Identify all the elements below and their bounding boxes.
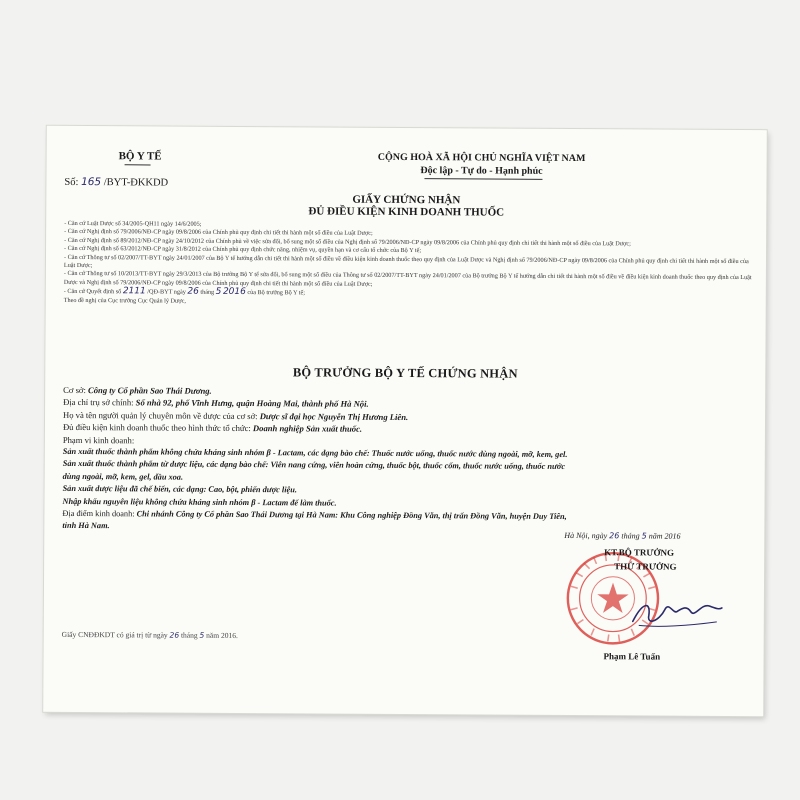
ministry-underline <box>125 164 151 165</box>
number-handwritten: 165 <box>81 176 102 189</box>
condition-value: Doanh nghiệp Sản xuất thuốc. <box>252 423 363 434</box>
decision-number-hand: 2111 <box>122 286 146 297</box>
validity-note <box>62 630 238 640</box>
basis-item: - Căn cứ Thông tư số 10/2013/TT-BYT ngày 29/3/2013 của Bộ trưởng Bộ Y tế sửa đổi, bổ sung một số điều của Thông tư số 02/2007/TT-BYT ngày 24/01/2007 của Bộ trưởng Bộ Y tế hướng dẫn chi tiết thi hành một số điều về điều kiện kinh doanh thuốc theo quy định của Luật Dược và Nghị định số 79/2006/NĐ-CP ngày 09/8/2006 của Chính phủ quy định chi tiết thi hành một số điều của Luật Dược; <box>63 270 752 288</box>
scope-label: Phạm vi kinh doanh: <box>62 434 135 445</box>
decision-mid: /QĐ-BYT ngày <box>147 288 186 296</box>
decision-prefix: - Căn cứ Quyết định số <box>63 288 122 296</box>
issue-date <box>564 531 680 541</box>
manager-name: Dược sĩ đại học Nguyễn Thị Hương Liên. <box>259 410 409 422</box>
republic-name: CỘNG HOÀ XÃ HỘI CHỦ NGHĨA VIỆT NAM <box>377 151 586 165</box>
basis-item: - Căn cứ Nghị định số 89/2012/NĐ-CP ngày 24/10/2012 của Chính phủ về việc sửa đổi, bổ sung một số điều của Nghị định số 79/2006/NĐ-CP ngày 09/8/2006 của Chính phủ quy định chi tiết thi hành một số điều của Luật Dược; <box>64 236 631 248</box>
certificate-body <box>62 384 763 537</box>
date-month-label: tháng <box>621 531 640 541</box>
ministry-name: BỘ Y TẾ <box>118 150 162 163</box>
legal-basis <box>64 220 755 309</box>
location-value: Chi nhánh Công ty Cổ phần Sao Thái Dương tại Hà Nam: Khu Công nghiệp Đồng Văn, thị trấn Đồng Văn, huyện Duy Tiên, <box>136 509 567 522</box>
scope-item-2: Sản xuất thuốc thành phẩm từ dược liệu, các dạng bào chế: Viên nang cứng, viên hoàn cứng, thuốc bột, thuốc cốm, thuốc nước uống, thuốc nước <box>62 459 566 472</box>
date-prefix: Hà Nội, ngày <box>564 530 608 541</box>
number-prefix: Số: <box>64 176 79 189</box>
signer-authority: KT.BỘ TRƯỞNG <box>604 547 675 558</box>
basis-item: - Căn cứ Nghị định số 63/2012/NĐ-CP ngày 31/8/2012 của Chính phủ quy định chức năng, nhiệm vụ, quyền hạn và cơ cấu tổ chức của Bộ Y tế; <box>64 245 422 255</box>
number-suffix: /BYT-ĐKKDD <box>103 177 169 189</box>
decision-year-hand: 2016 <box>222 287 246 298</box>
document-title: GIẤY CHỨNG NHẬN <box>352 193 461 207</box>
manager-label: Họ và tên người quản lý chuyên môn về dược của cơ sở: <box>63 409 258 421</box>
scope-item-3: Sản xuất dược liệu đã chế biến, các dạng: Cao, bột, phiến dược liệu. <box>62 484 297 495</box>
validity-month-label: tháng <box>180 630 198 640</box>
decision-month-label: tháng <box>200 288 215 297</box>
hq-address: Số nhà 92, phố Vĩnh Hưng, quận Hoàng Mai, thành phố Hà Nội. <box>135 397 369 410</box>
document-subtitle: ĐỦ ĐIỀU KIỆN KINH DOANH THUỐC <box>308 205 505 219</box>
scope-item-4: Nhập khẩu nguyên liệu không chứa kháng sinh nhóm β - Lactam để làm thuốc. <box>62 496 337 508</box>
basis-item: - Căn cứ Nghị định số 79/2006/NĐ-CP ngày 09/8/2006 của Chính phủ quy định chi tiết thi hành một số điều của Luật Dược; <box>64 228 373 238</box>
certificate-page <box>43 126 767 716</box>
motto-underline <box>424 178 542 180</box>
validity-prefix: Giấy CNĐĐKDT có giá trị từ ngày <box>61 629 168 640</box>
basis-item: - Căn cứ Thông tư số 02/2007/TT-BYT ngày 24/01/2007 của Bộ Y tế hướng dẫn chi tiết thi hành một số điều về điều kiện kinh doanh thuốc theo quy định của Luật Dược và Nghị định số 79/2006/NĐ-CP ngày 09/8/2006 của Chính phủ quy định chi tiết thi hành một số điều của Luật Dược; <box>63 253 749 270</box>
scope-item-1: Sản xuất thuốc thành phẩm không chứa kháng sinh nhóm β - Lactam, các dạng bào chế: Thuốc nước uống, thuốc nước dùng ngoài, mỡ, kem, gel. <box>62 446 568 460</box>
location-label: Địa điểm kinh doanh: <box>62 508 135 519</box>
date-month-hand: 5 <box>641 531 647 541</box>
decision-day-hand: 26 <box>187 286 199 297</box>
hq-label: Địa chỉ trụ sở chính: <box>63 397 134 408</box>
company-name: Công ty Cổ phần Sao Thái Dương. <box>88 385 212 396</box>
certification-heading: BỘ TRƯỞNG BỘ Y TẾ CHỨNG NHẬN <box>292 365 518 381</box>
basis-item: - Căn cứ Luật Dược số 34/2005-QH11 ngày 14/6/2005; <box>64 219 202 228</box>
decision-suffix: của Bộ trưởng Bộ Y tế; <box>247 289 306 297</box>
location-line-cont: tỉnh Hà Nam. <box>62 521 110 531</box>
company-label: Cơ sở: <box>63 384 86 396</box>
proposal-line: Theo đề nghị của Cục trưởng Cục Quản lý Dược, <box>63 296 186 305</box>
signer-name: Phạm Lê Tuấn <box>603 651 661 662</box>
date-day-hand: 26 <box>609 531 620 541</box>
date-year: năm 2016 <box>648 531 681 541</box>
signer-role: THỨ TRƯỞNG <box>614 561 677 572</box>
scope-item-2-cont: dùng ngoài, mỡ, kem, gel, dầu xoa. <box>62 471 184 482</box>
validity-month-hand: 5 <box>199 630 205 640</box>
decision-month-hand: 5 <box>215 287 222 298</box>
national-motto: Độc lập - Tự do - Hạnh phúc <box>420 165 543 177</box>
condition-label: Đủ điều kiện kinh doanh thuốc theo hình thức tổ chức: <box>62 422 251 434</box>
validity-year: năm 2016. <box>206 630 238 640</box>
document-number <box>64 176 168 189</box>
signature-icon <box>629 591 724 632</box>
validity-day-hand: 26 <box>169 630 180 640</box>
